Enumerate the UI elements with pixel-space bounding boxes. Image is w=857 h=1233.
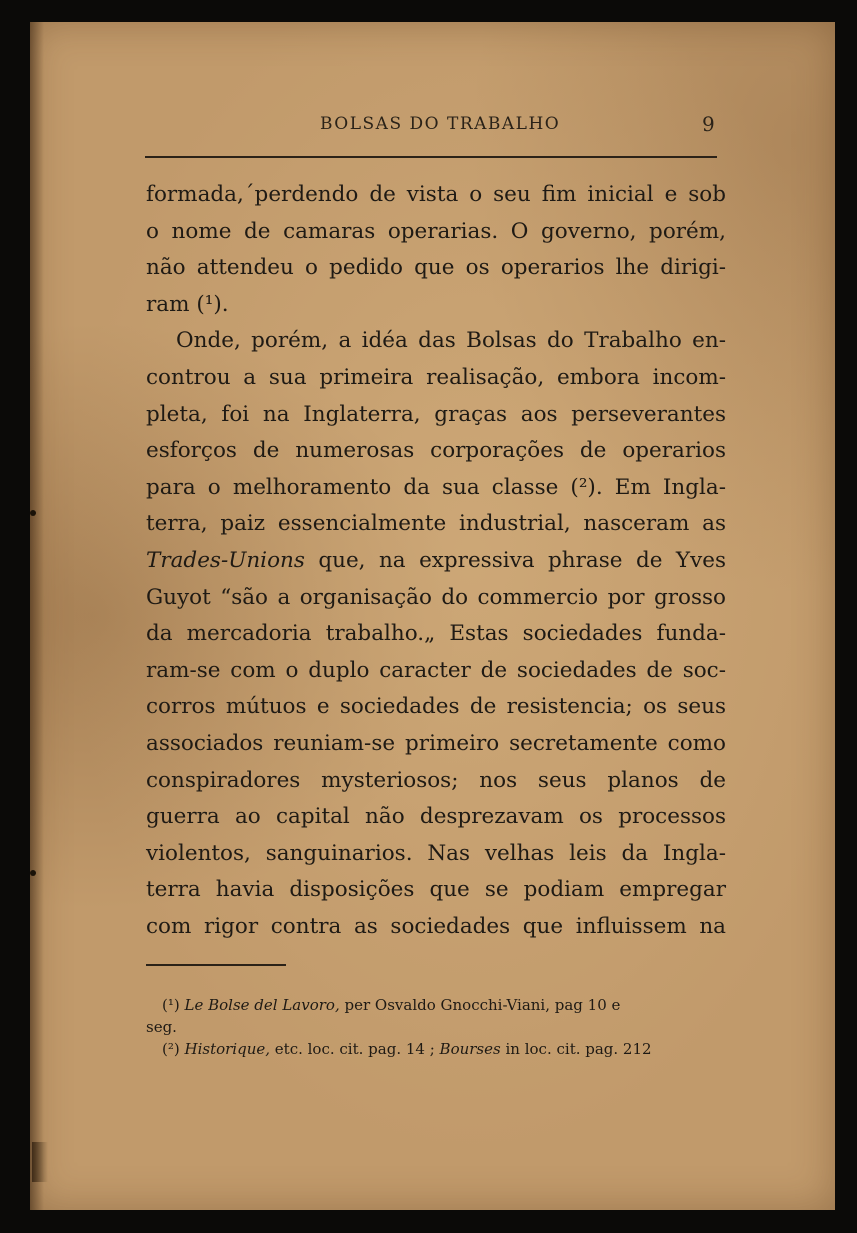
footnote-1-mark: (¹) (162, 996, 180, 1014)
running-title: BOLSAS DO TRABALHO (320, 114, 561, 134)
footnote-2-title: Historique, (184, 1040, 271, 1058)
text-line-7: pleta, foi na Inglaterra, graças aos perseverantes (146, 401, 726, 427)
text-line-5: Onde, porém, a idéa das Bolsas do Trabalho en- (176, 328, 726, 354)
footnote-2 (146, 1038, 726, 1060)
footnote-2-title2: Bourses (439, 1040, 501, 1058)
trades-unions-term: Trades-Unions (146, 547, 305, 573)
page-number: 9 (702, 112, 715, 136)
footnote-2-mid: etc. loc. cit. pag. 14 ; (274, 1040, 435, 1058)
page-edge-stain (32, 1142, 48, 1182)
footnote-1-rest: per Osvaldo Gnocchi-Viani, pag 10 e (344, 996, 621, 1014)
footnote-rule (146, 964, 286, 966)
text-line-6: controu a sua primeira realisação, embora incom- (146, 364, 726, 390)
text-line-14: ram-se com o duplo caracter de sociedades de soc- (146, 657, 726, 683)
text-line-18: guerra ao capital não desprezavam os processos (146, 804, 726, 830)
text-line-16: associados reuniam-se primeiro secretamente como (146, 730, 726, 756)
text-line-1: formada,´perdendo de vista o seu fim inicial e sob (146, 182, 726, 207)
header-rule (145, 156, 717, 158)
footnotes (146, 994, 726, 1060)
text-line-3: não attendeu o pedido que os operarios lhe dirigi- (146, 255, 726, 281)
text-line-15: corros mútuos e sociedades de resistencia; os seus (146, 694, 726, 720)
footnote-2-mark: (²) (162, 1040, 180, 1058)
text-line-10: terra, paiz essencialmente industrial, nasceram as (146, 511, 726, 537)
book-page (30, 22, 835, 1210)
text-line-4: ram (¹). (146, 291, 229, 317)
footnote-1-title: Le Bolse del Lavoro, (184, 996, 340, 1014)
page-spine-shadow (30, 22, 44, 1210)
text-line-9: para o melhoramento da sua classe (²). Em Ingla- (146, 474, 726, 500)
text-line-11-rest: que, na expressiva phrase de Yves (318, 547, 726, 573)
text-line-21: com rigor contra as sociedades que influissem na (146, 913, 726, 939)
text-line-11 (146, 543, 726, 580)
text-line-8: esforços de numerosas corporações de operarios (146, 438, 726, 464)
text-line-19: violentos, sanguinarios. Nas velhas leis da Ingla- (146, 840, 726, 866)
page-header (30, 114, 835, 144)
text-line-17: conspiradores mysteriosos; nos seus planos de (146, 767, 726, 793)
text-line-20: terra havia disposições que se podiam empregar (146, 877, 726, 903)
edge-ink-dot (30, 870, 36, 876)
footnote-1 (146, 994, 726, 1016)
edge-ink-dot (30, 510, 36, 516)
body-text (146, 177, 726, 945)
text-line-2: o nome de camaras operarias. O governo, porém, (146, 218, 726, 244)
footnote-1-continuation: seg. (146, 1018, 177, 1036)
text-line-12: Guyot “são a organisação do commercio por grosso (146, 584, 726, 610)
text-line-13: da mercadoria trabalho.„ Estas sociedades funda- (146, 621, 726, 647)
footnote-2-rest: in loc. cit. pag. 212 (505, 1040, 652, 1058)
